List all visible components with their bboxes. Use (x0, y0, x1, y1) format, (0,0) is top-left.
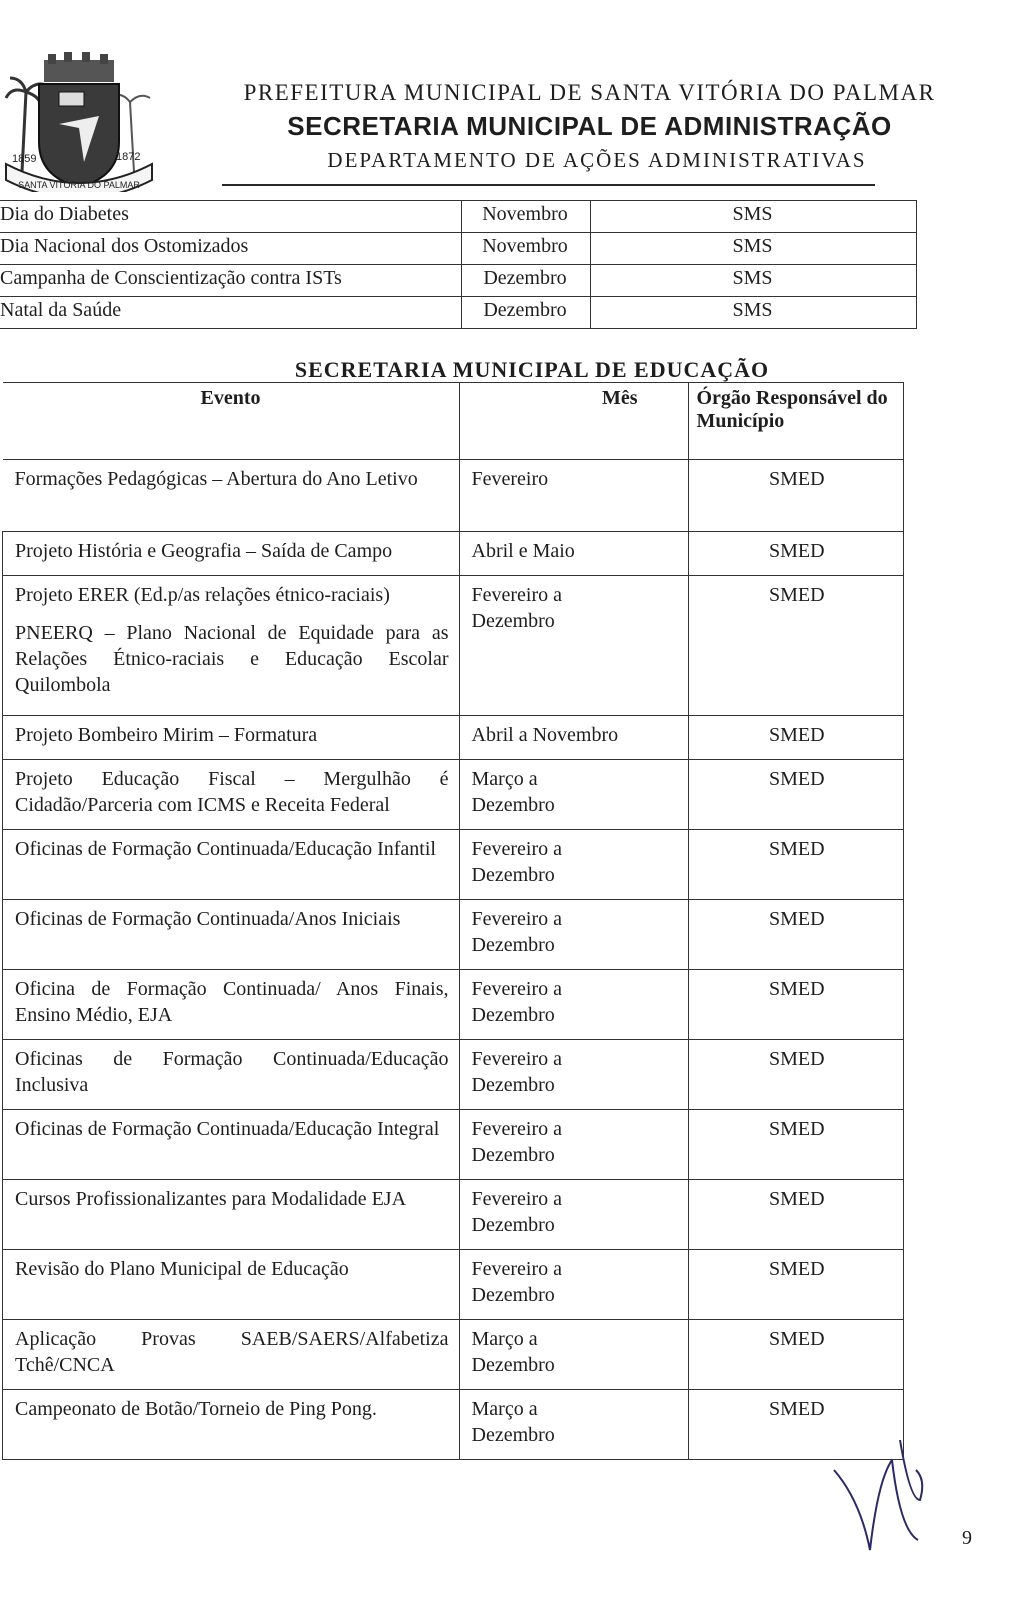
header-mes: Mês (459, 383, 688, 460)
table-row (3, 1180, 904, 1250)
cell-evento (3, 1180, 460, 1250)
table-row (3, 1040, 904, 1110)
evento-text: Revisão do Plano Municipal de Educação (15, 1258, 349, 1280)
table-row (3, 1320, 904, 1390)
cell-evento (3, 760, 460, 830)
education-events-table (2, 382, 904, 1460)
evento-text: Oficina de Formação Continuada/ Anos Finais, Ensino Médio, EJA (15, 978, 449, 1026)
evento-text: Projeto Bombeiro Mirim – Formatura (15, 724, 318, 746)
cell-mes (459, 716, 688, 760)
mes-text-end: Dezembro (471, 1214, 555, 1236)
mes-text: Fevereiro a (471, 1188, 563, 1210)
cell-evento (3, 1110, 460, 1180)
mes-text: Fevereiro a (471, 978, 563, 1000)
mes-text: Fevereiro a (471, 1118, 563, 1140)
mes-text-end: Dezembro (471, 1074, 555, 1096)
page-number: 9 (962, 1527, 972, 1549)
cell-evento (3, 576, 460, 716)
cell-mes (459, 830, 688, 900)
table-row (3, 1110, 904, 1180)
cell-evento (3, 532, 460, 576)
cell-mes (459, 970, 688, 1040)
evento-text: Oficinas de Formação Continuada/Educação Infantil (15, 838, 436, 860)
evento-text: Oficinas de Formação Continuada/Educação Inclusiva (15, 1048, 449, 1096)
cell-orgao: SMED (688, 1320, 904, 1390)
crest-banner: SANTA VITÓRIA DO PALMAR (18, 180, 140, 190)
cell-mes (459, 1110, 688, 1180)
cell-orgao: SMED (688, 576, 904, 716)
mes-text-end: Dezembro (471, 610, 555, 632)
mes-text: Março a (471, 1398, 538, 1420)
cell-orgao: SMED (688, 1110, 904, 1180)
evento-text: Projeto Educação Fiscal – Mergulhão é Cidadão/Parceria com ICMS e Receita Federal (15, 768, 449, 816)
cell-mes (459, 1320, 688, 1390)
mes-text-end: Dezembro (471, 934, 555, 956)
mes-text-end: Dezembro (471, 1424, 555, 1446)
cell-orgao: SMS (591, 265, 917, 297)
mes-text-end: Dezembro (471, 864, 555, 886)
cell-orgao: SMED (688, 1040, 904, 1110)
evento-text: Formações Pedagógicas – Abertura do Ano Letivo (14, 468, 418, 490)
cell-orgao: SMED (688, 1180, 904, 1250)
cell-orgao: SMED (688, 532, 904, 576)
mes-text: Fevereiro a (471, 1258, 563, 1280)
table-row (3, 760, 904, 830)
cell-evento (3, 716, 460, 760)
cell-orgao: SMED (688, 460, 904, 532)
cell-mes: Novembro (462, 233, 591, 265)
cell-evento (3, 830, 460, 900)
handwritten-signature (830, 1440, 940, 1580)
cell-orgao: SMED (688, 1250, 904, 1320)
cell-mes (459, 532, 688, 576)
cell-evento: Campanha de Conscientização contra ISTs (0, 265, 462, 297)
cell-orgao: SMED (688, 716, 904, 760)
cell-evento: Dia Nacional dos Ostomizados (0, 233, 462, 265)
mes-text: Abril a Novembro (471, 724, 619, 746)
education-section-title: SECRETARIA MUNICIPAL DE EDUCAÇÃO (294, 357, 770, 382)
evento-text: Cursos Profissionalizantes para Modalidade EJA (15, 1188, 407, 1210)
mes-text-end: Dezembro (471, 1354, 555, 1376)
table-row (3, 970, 904, 1040)
mes-text: Abril e Maio (471, 540, 575, 562)
cell-mes (459, 1390, 688, 1460)
cell-evento (3, 1390, 460, 1460)
table-row (3, 1390, 904, 1460)
header-orgao: Órgão Responsável do Município (688, 383, 904, 460)
cell-evento: Dia do Diabetes (0, 201, 462, 233)
cell-mes (459, 1040, 688, 1110)
cell-orgao: SMED (688, 1390, 904, 1460)
cell-evento (3, 1040, 460, 1110)
table-row (3, 576, 904, 716)
evento-text: Campeonato de Botão/Torneio de Ping Pong. (15, 1398, 377, 1420)
mes-text-end: Dezembro (471, 794, 555, 816)
cell-mes (459, 460, 688, 532)
header-evento: Evento (3, 383, 460, 460)
mes-text: Fevereiro a (471, 1048, 563, 1070)
table-row (0, 233, 917, 265)
table-row (3, 1250, 904, 1320)
table-row (3, 532, 904, 576)
mes-text: Fevereiro a (471, 584, 563, 606)
cell-evento (3, 970, 460, 1040)
mes-text: Fevereiro a (471, 838, 563, 860)
mes-text-end: Dezembro (471, 1004, 555, 1026)
cell-mes (459, 1180, 688, 1250)
evento-text: Oficinas de Formação Continuada/Educação Integral (15, 1118, 440, 1140)
header-secretaria: SECRETARIA MUNICIPAL DE ADMINISTRAÇÃO (287, 111, 892, 141)
cell-mes (459, 760, 688, 830)
mes-text: Fevereiro (471, 468, 549, 490)
cell-evento (3, 900, 460, 970)
cell-evento: Natal da Saúde (0, 297, 462, 329)
evento-text: Projeto História e Geografia – Saída de Campo (15, 540, 393, 562)
table-row (3, 830, 904, 900)
table-row (3, 460, 904, 532)
cell-orgao: SMED (688, 760, 904, 830)
cell-orgao: SMED (688, 970, 904, 1040)
cell-orgao: SMS (591, 297, 917, 329)
evento-text: Oficinas de Formação Continuada/Anos Iniciais (15, 908, 401, 930)
cell-orgao: SMS (591, 201, 917, 233)
cell-orgao: SMED (688, 830, 904, 900)
crest-year-right: 1872 (116, 151, 141, 163)
cell-evento (3, 1250, 460, 1320)
cell-orgao: SMS (591, 233, 917, 265)
table-row (3, 716, 904, 760)
table-row (3, 900, 904, 970)
crest-year-left: 1859 (12, 153, 37, 165)
mes-text: Março a (471, 768, 538, 790)
cell-evento (3, 1320, 460, 1390)
header-departamento: DEPARTAMENTO DE AÇÕES ADMINISTRATIVAS (327, 148, 867, 172)
cell-orgao: SMED (688, 900, 904, 970)
cell-mes (459, 1250, 688, 1320)
cell-mes: Dezembro (462, 265, 591, 297)
evento-text-secondary: PNEERQ – Plano Nacional de Equidade para as Relações Étnico-raciais e Educação Escolar Quilombola (15, 622, 449, 696)
health-events-table (0, 200, 917, 329)
mes-text-end: Dezembro (471, 1284, 555, 1306)
header-rule (222, 184, 875, 186)
mes-text: Março a (471, 1328, 538, 1350)
table-row (0, 201, 917, 233)
evento-text: Aplicação Provas SAEB/SAERS/Alfabetiza Tchê/CNCA (15, 1328, 449, 1376)
cell-mes (459, 900, 688, 970)
evento-text: Projeto ERER (Ed.p/as relações étnico-raciais) (15, 584, 390, 606)
cell-mes: Novembro (462, 201, 591, 233)
mes-text: Fevereiro a (471, 908, 563, 930)
cell-mes (459, 576, 688, 716)
table-row (0, 265, 917, 297)
cell-evento (3, 460, 460, 532)
header-prefeitura: PREFEITURA MUNICIPAL DE SANTA VITÓRIA DO PALMAR (243, 80, 936, 105)
cell-mes: Dezembro (462, 297, 591, 329)
table-row (0, 297, 917, 329)
mes-text-end: Dezembro (471, 1144, 555, 1166)
